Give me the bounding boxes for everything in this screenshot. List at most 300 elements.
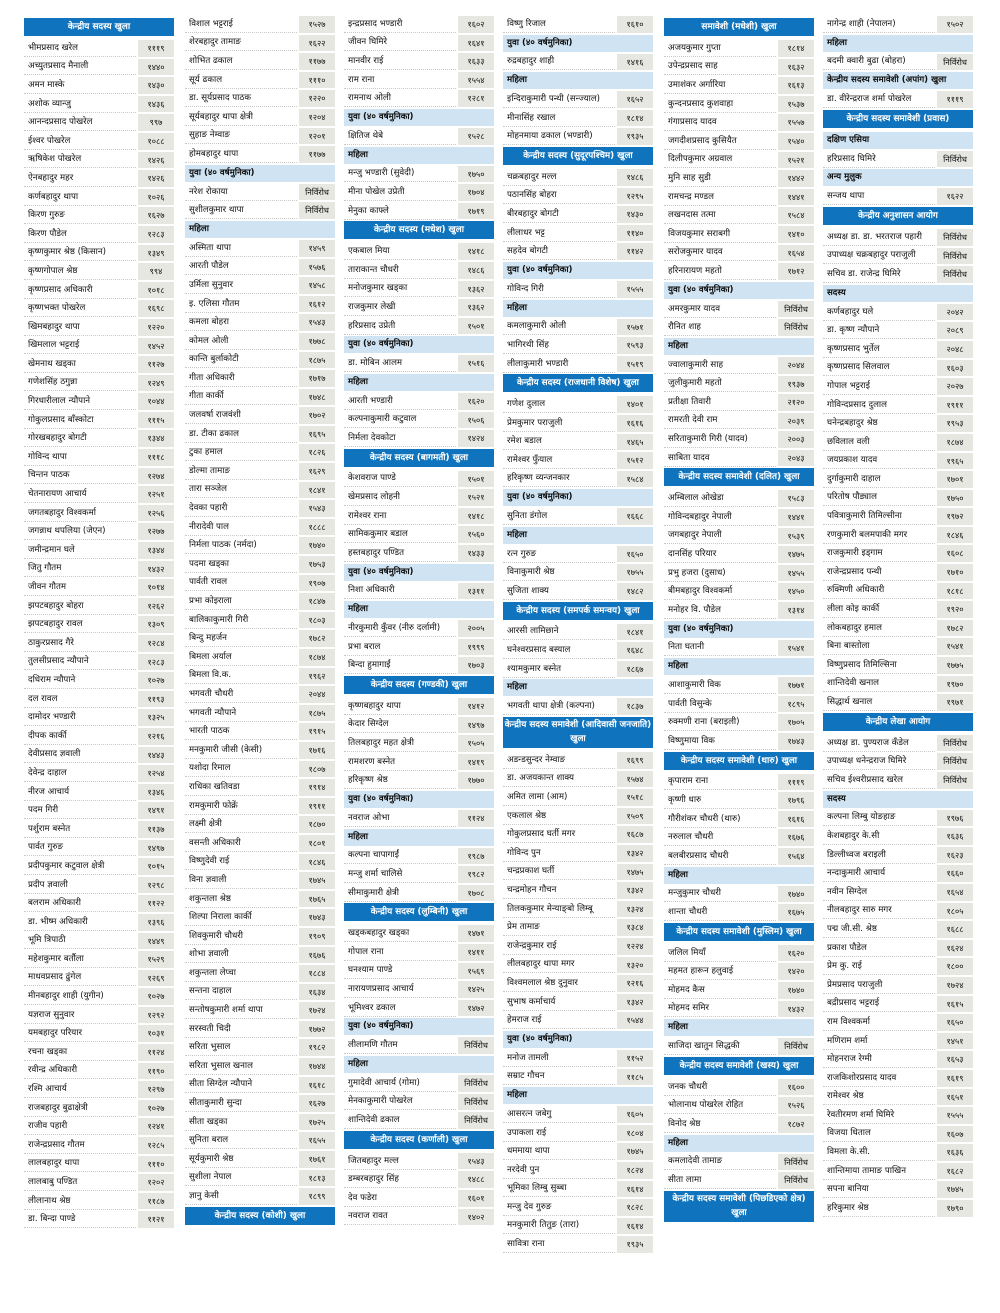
vote-count: १९७२ [937, 508, 973, 525]
vote-count: १८९९ [299, 1188, 335, 1205]
vote-count: ११७७ [299, 146, 335, 163]
candidate-row [823, 16, 973, 33]
vote-count: १४१६ [617, 54, 653, 71]
vote-count: १३१४ [778, 602, 814, 619]
vote-count: १७२४ [937, 977, 973, 994]
candidate-row [503, 864, 653, 881]
candidate-name: किरण पौडेल [24, 226, 136, 243]
candidate-row [185, 705, 335, 722]
candidate-row [503, 698, 653, 715]
vote-count: १४५५ [778, 565, 814, 582]
candidate-name: आरती भण्डारी [344, 393, 456, 410]
vote-count: १६४८ [617, 642, 653, 659]
candidate-name: नागेन्द्र शाही (नेपालन) [823, 16, 935, 33]
candidate-row [344, 489, 494, 506]
vote-count: १८७४ [937, 434, 973, 451]
candidate-row [185, 686, 335, 703]
candidate-row [344, 848, 494, 865]
candidate-name: रुद्रबहादुर शाही [503, 53, 615, 70]
candidate-row [24, 207, 174, 224]
candidate-row [664, 207, 814, 224]
vote-count: १६९९ [617, 752, 653, 769]
candidate-row [664, 450, 814, 467]
candidate-row [185, 835, 335, 852]
vote-count: १५०९ [617, 808, 653, 825]
candidate-row [344, 318, 494, 335]
subsection-header: महिला [503, 679, 653, 696]
vote-count: १४२५ [458, 981, 494, 998]
candidate-row [24, 282, 174, 299]
vote-count: २०४४ [299, 686, 335, 703]
candidate-row [503, 789, 653, 806]
vote-count: १५७४ [617, 771, 653, 788]
candidate-row [185, 1039, 335, 1056]
candidate-row [823, 772, 973, 789]
candidate-name: कल्पनाकुमारी कटुवाल [344, 411, 456, 428]
candidate-row [185, 649, 335, 666]
candidate-name: राधिका खतिवडा [185, 779, 297, 796]
candidate-row [344, 981, 494, 998]
vote-count: १७०२ [299, 407, 335, 424]
vote-count: १५५७ [778, 114, 814, 131]
candidate-name: आरसी लामिछाने [503, 623, 615, 640]
vote-count: १७०१ [937, 471, 973, 488]
vote-count: १११९ [778, 774, 814, 791]
candidate-name: तारा सञ्जेल [185, 481, 297, 498]
vote-count: १८७५ [299, 352, 335, 369]
candidate-name: रामचन्द्र मण्डल [664, 189, 776, 206]
vote-count: १७१० [937, 564, 973, 581]
candidate-row [664, 509, 814, 526]
vote-count: १७०८ [458, 885, 494, 902]
candidate-name: राजकुमार लेखी [344, 299, 456, 316]
candidate-row [664, 59, 814, 76]
candidate-row [185, 761, 335, 778]
candidate-name: कान्ति बुर्लाकोटी [185, 351, 297, 368]
candidate-row [344, 1000, 494, 1017]
candidate-name: विश्वमलाल श्रेष्ठ दुनुवार [503, 975, 615, 992]
candidate-row [344, 1094, 494, 1111]
vote-count: १४१० [778, 226, 814, 243]
candidate-name: सिद्धार्थ खनाल [823, 694, 935, 711]
vote-count: १९७६ [937, 810, 973, 827]
candidate-row [823, 151, 973, 168]
vote-count: १६०३ [937, 360, 973, 377]
vote-count: १४१२ [458, 698, 494, 715]
vote-count: १७४३ [778, 733, 814, 750]
subsection-header: महिला [664, 867, 814, 884]
vote-count: १४५८ [299, 277, 335, 294]
vote-count: १६५३ [937, 1051, 973, 1068]
candidate-name: मनकुमारी तितुङ (तारा) [503, 1217, 615, 1234]
candidate-name: मणिराम शर्मा [823, 1033, 935, 1050]
vote-count: १४३२ [138, 561, 174, 578]
vote-count: १४२० [778, 963, 814, 980]
candidate-row [823, 508, 973, 525]
candidate-row [185, 556, 335, 573]
vote-count: १५८४ [778, 207, 814, 224]
vote-count: १९८२ [458, 866, 494, 883]
candidate-row [185, 184, 335, 201]
candidate-name: कल्पना चापागाईं [344, 847, 456, 864]
vote-count: १८०५ [937, 903, 973, 920]
candidate-name: नरदेवी पुन [503, 1162, 615, 1179]
vote-count: ९९७ [138, 114, 174, 131]
candidate-row [503, 938, 653, 955]
candidate-row [24, 654, 174, 671]
candidate-name: बिना बास्तोला [823, 638, 935, 655]
candidate-name: रामकुमारी फोक्रें [185, 798, 297, 815]
candidate-row [344, 698, 494, 715]
vote-count: १६५० [617, 546, 653, 563]
candidate-row [24, 840, 174, 857]
vote-count: १७०३ [458, 657, 494, 674]
candidate-name: ईश्वर पोखरेल [24, 133, 136, 150]
candidate-name: गुमादेवी आचार्य (गोमा) [344, 1075, 456, 1092]
candidate-name: भागिरथी सिंह [503, 337, 615, 354]
candidate-name: जुलीकुमारी महतो [664, 375, 776, 392]
candidate-row [503, 1181, 653, 1198]
candidate-row [24, 412, 174, 429]
candidate-row [503, 901, 653, 918]
vote-count: १७०४ [458, 184, 494, 201]
candidate-name: परितोष पौड्याल [823, 489, 935, 506]
candidate-name: प्रेम कु. राई [823, 958, 935, 975]
candidate-name: पार्वती विसुन्के [664, 696, 776, 713]
candidate-name: देव फडेरा [344, 1190, 456, 1207]
candidate-name: जगबहादुर नेपाली [664, 527, 776, 544]
candidate-row [24, 40, 174, 57]
subsection-header: युवा (४० वर्षमुनिका) [344, 109, 494, 126]
candidate-name: गोविन्दप्रसाद दुलाल [823, 397, 935, 414]
vote-count: १४३० [138, 77, 174, 94]
candidate-row [24, 263, 174, 280]
candidate-name: रुक्मिणी अधिकारी [823, 582, 935, 599]
candidate-row [185, 277, 335, 294]
vote-count: १२०४ [299, 109, 335, 126]
vote-count: १२१६ [138, 728, 174, 745]
vote-count: ११२२ [138, 895, 174, 912]
vote-count: १९१५ [299, 723, 335, 740]
candidate-name: शोभित ढकाल [185, 53, 297, 70]
candidate-row [185, 1114, 335, 1131]
candidate-name: लीला कोइ कार्की [823, 601, 935, 618]
candidate-name: हरिकृष्ण श्रेष्ठ [344, 772, 456, 789]
candidate-row [664, 565, 814, 582]
candidate-row [664, 546, 814, 563]
candidate-name: गोरखबहादुर बोगटी [24, 430, 136, 447]
candidate-row [823, 91, 973, 108]
candidate-row [24, 579, 174, 596]
vote-count: १२८४ [138, 635, 174, 652]
candidate-name: सन्जय थापा [823, 188, 935, 205]
vote-count: निर्विरोध [937, 266, 973, 283]
candidate-name: शिवकुमारी चौधरी [185, 928, 297, 945]
vote-count: १८६७ [617, 661, 653, 678]
candidate-row [823, 903, 973, 920]
candidate-name: डा. कृष्ण न्यौपाने [823, 322, 935, 339]
section-header: केन्द्रीय सदस्य (गण्डकी) खुला [344, 676, 494, 694]
vote-count: १९९९ [458, 639, 494, 656]
candidate-row [664, 602, 814, 619]
candidate-row [823, 865, 973, 882]
candidate-name: अम्बिलाल ओखेडा [664, 490, 776, 507]
candidate-name: खिमबहादुर थापा [24, 319, 136, 336]
vote-count: निर्विरोध [778, 1154, 814, 1171]
vote-count: १९३५ [617, 128, 653, 145]
candidate-name: विष्णुमाया विक [664, 733, 776, 750]
candidate-row [344, 53, 494, 70]
candidate-name: शान्तिदेवी खनाल [823, 675, 935, 692]
candidate-name: कर्णबहादुर घले [823, 304, 935, 321]
candidate-row [24, 635, 174, 652]
candidate-name: प्रतीक्षा तिवारी [664, 394, 776, 411]
candidate-name: मन्जुकुमार चौधरी [664, 885, 776, 902]
vote-count: १६८७ [617, 826, 653, 843]
candidate-name: दल रावल [24, 691, 136, 708]
vote-count: १४५० [778, 583, 814, 600]
candidate-name: गौरीशंकर चौधरी (थारु) [664, 811, 776, 828]
candidate-name: अजयकुमार गुप्ता [664, 40, 776, 57]
candidate-row [503, 396, 653, 413]
vote-count: १६३३ [458, 53, 494, 70]
candidate-row [344, 35, 494, 52]
vote-count: १११० [138, 1156, 174, 1173]
vote-count: १४०१ [617, 396, 653, 413]
vote-count: १५२१ [458, 489, 494, 506]
vote-count: १२२० [299, 90, 335, 107]
vote-count: १२६९ [138, 970, 174, 987]
candidate-row [503, 1143, 653, 1160]
vote-count: १२७४ [138, 468, 174, 485]
candidate-name: ज्ञानु केसी [185, 1188, 297, 1205]
vote-count: १५३७ [778, 96, 814, 113]
vote-count: १६१९ [937, 1070, 973, 1087]
candidate-row [664, 904, 814, 921]
candidate-name: निर्मला पाठक (नर्मदा) [185, 537, 297, 554]
vote-count: १५२९ [138, 951, 174, 968]
column-1 [24, 16, 174, 1306]
vote-count: २०४२ [937, 304, 973, 321]
vote-count: १७४० [778, 886, 814, 903]
candidate-row [185, 35, 335, 52]
vote-count: १११९ [937, 91, 973, 108]
candidate-name: शान्तिदेवी ढकाल [344, 1112, 456, 1129]
candidate-name: प्रेमकुमार पराजुली [503, 415, 615, 432]
vote-count: १४४३ [138, 747, 174, 764]
candidate-name: हेमराज राई [503, 1012, 615, 1029]
candidate-name: माधवप्रसाद ढुंगेल [24, 969, 136, 986]
candidate-name: मुनि साह सुडी [664, 170, 776, 187]
candidate-row [664, 714, 814, 731]
subsection-header: केन्द्रीय सदस्य समावेशी (अपांग) खुला [823, 72, 973, 89]
candidate-row [185, 146, 335, 163]
candidate-row [664, 677, 814, 694]
candidate-row [503, 771, 653, 788]
candidate-name: मन्जु भण्डारी (सुवेदी) [344, 165, 456, 182]
candidate-row [185, 779, 335, 796]
subsection-header: युवा (४० वर्षमुनिका) [503, 262, 653, 279]
candidate-name: डम्बरबहादुर सिंह [344, 1171, 456, 1188]
vote-count: १०४४ [138, 393, 174, 410]
candidate-row [664, 133, 814, 150]
candidate-row [344, 754, 494, 771]
vote-count: १४६५ [617, 434, 653, 451]
vote-count: १०८८ [138, 133, 174, 150]
candidate-name: घनश्याम पाण्डे [344, 962, 456, 979]
candidate-row [664, 319, 814, 336]
section-header: केन्द्रीय सदस्य (कोशी) खुला [185, 1207, 335, 1225]
vote-count: २०४४ [778, 357, 814, 374]
candidate-name: इन्द्रप्रसाद भण्डारी [344, 16, 456, 33]
candidate-name: घनेश्वरप्रसाद बस्याल [503, 642, 615, 659]
candidate-row [185, 72, 335, 89]
candidate-row [664, 1079, 814, 1096]
vote-count: १७७१ [778, 677, 814, 694]
candidate-row [664, 696, 814, 713]
candidate-name: श्यामकुमार बस्नेत [503, 661, 615, 678]
subsection-header: महिला [664, 658, 814, 675]
candidate-name: सरिताकुमारी गिरी (यादव) [664, 431, 776, 448]
vote-count: १२९५ [617, 188, 653, 205]
candidate-name: मोहनराज रेग्मी [823, 1051, 935, 1068]
candidate-name: सुशीला नेपाल [185, 1169, 297, 1186]
vote-count: १७४५ [299, 872, 335, 889]
candidate-name: सुहाङ नेम्वाङ [185, 127, 297, 144]
candidate-name: मेनकाकुमारी पोखरेल [344, 1093, 456, 1110]
candidate-name: गोविन्द पुन [503, 845, 615, 862]
candidate-name: नरेश रोकाया [185, 184, 297, 201]
vote-count: १७१६ [299, 742, 335, 759]
candidate-row [344, 262, 494, 279]
candidate-name: कृष्णप्रसाद सिलवाल [823, 359, 935, 376]
candidate-row [344, 1209, 494, 1226]
vote-count: १५०१ [458, 318, 494, 335]
candidate-name: उपाकला राई [503, 1125, 615, 1142]
candidate-name: लोकबहादुर हमाल [823, 620, 935, 637]
candidate-row [503, 225, 653, 242]
candidate-row [664, 226, 814, 243]
candidate-name: खिमलाल भट्टराई [24, 337, 136, 354]
candidate-name: दानसिंह परियार [664, 546, 776, 563]
candidate-row [503, 975, 653, 992]
candidate-row [24, 914, 174, 931]
vote-count: १४७५ [778, 546, 814, 563]
candidate-name: मनकुमारी जीसी (केसी) [185, 742, 297, 759]
candidate-row [664, 886, 814, 903]
vote-count: १६९८ [138, 300, 174, 317]
vote-count: १९२० [937, 601, 973, 618]
candidate-name: धममाया थापा [503, 1143, 615, 1160]
vote-count: २०२७ [937, 378, 973, 395]
vote-count: २००३ [778, 431, 814, 448]
candidate-name: विष्णुदेवी राई [185, 853, 297, 870]
candidate-row [344, 1153, 494, 1170]
candidate-row [24, 951, 174, 968]
vote-count: १५४१ [937, 638, 973, 655]
vote-count: १७५० [937, 490, 973, 507]
candidate-row [24, 1063, 174, 1080]
candidate-row [664, 528, 814, 545]
candidate-name: रामेश्वर श्रेष्ठ [823, 1088, 935, 1105]
vote-count: १६०८ [937, 545, 973, 562]
candidate-name: डा. बिन्दा पाण्डे [24, 1211, 136, 1228]
candidate-row [24, 988, 174, 1005]
candidate-name: जगदीशप्रसाद कुसियैत [664, 133, 776, 150]
candidate-name: तिलबहादुर महत क्षेत्री [344, 735, 456, 752]
vote-count: १२९८ [138, 877, 174, 894]
vote-count: १२०१ [299, 128, 335, 145]
candidate-name: इ. एलिसा गौतम [185, 296, 297, 313]
vote-count: १४७२ [458, 1000, 494, 1017]
candidate-name: अस्मिता थापा [185, 240, 297, 257]
candidate-row [503, 583, 653, 600]
candidate-row [185, 463, 335, 480]
candidate-name: मीना पोखेल उप्रेती [344, 184, 456, 201]
candidate-name: रमेश बडाल [503, 433, 615, 450]
vote-count: १८२६ [299, 444, 335, 461]
candidate-name: देवका पहारी [185, 500, 297, 517]
candidate-row [503, 1125, 653, 1142]
candidate-name: चन्द्रप्रकाश घर्ती [503, 863, 615, 880]
candidate-row [823, 1033, 973, 1050]
candidate-name: उपाध्यक्ष धनेन्द्रराज घिमिरे [823, 753, 935, 770]
vote-count: १६५१ [937, 1089, 973, 1106]
candidate-row [185, 798, 335, 815]
candidate-name: केदार सिग्देल [344, 716, 456, 733]
candidate-row [664, 640, 814, 657]
vote-count: १४१८ [458, 243, 494, 260]
candidate-name: उमाशंकर अर्गारिया [664, 77, 776, 94]
candidate-name: गोविन्द गिरी [503, 281, 615, 298]
candidate-name: राजीव पहारी [24, 1118, 136, 1135]
candidate-name: ऋषिकेश पोखरेल [24, 151, 136, 168]
vote-count: निर्विरोध [778, 301, 814, 318]
subsection-header: युवा (४० वर्षमुनिका) [503, 1031, 653, 1048]
vote-count: १६८८ [937, 921, 973, 938]
candidate-name: गीता कार्की [185, 388, 297, 405]
candidate-name: केशबहादुर के.सी [823, 828, 935, 845]
vote-count: १३४२ [617, 994, 653, 1011]
vote-count: १३४४ [138, 542, 174, 559]
candidate-name: मनोज तामली [503, 1050, 615, 1067]
candidate-name: देवीप्रसाद ज्ञवाली [24, 746, 136, 763]
candidate-name: सम्राट गौचन [503, 1068, 615, 1085]
candidate-row [24, 784, 174, 801]
vote-count: १४५९ [299, 240, 335, 257]
column-6 [823, 16, 973, 1306]
candidate-row [185, 1188, 335, 1205]
candidate-name: मानवीर राई [344, 53, 456, 70]
candidate-row [185, 109, 335, 126]
vote-count: १८२८ [617, 1199, 653, 1216]
candidate-row [185, 259, 335, 276]
vote-count: १६६० [937, 865, 973, 882]
candidate-row [503, 1162, 653, 1179]
candidate-row [823, 884, 973, 901]
candidate-name: पदमा खड्का [185, 556, 297, 573]
vote-count: १६२२ [937, 188, 973, 205]
candidate-row [503, 188, 653, 205]
candidate-name: मीनबहादुर शाही (युगीन) [24, 988, 136, 1005]
candidate-name: जीवन गौतम [24, 579, 136, 596]
candidate-row [344, 1075, 494, 1092]
candidate-row [503, 415, 653, 432]
candidate-name: कमलाकुमारी ओली [503, 318, 615, 335]
vote-count: १६१६ [617, 415, 653, 432]
vote-count: निर्विरोध [937, 229, 973, 246]
candidate-row [664, 1154, 814, 1171]
